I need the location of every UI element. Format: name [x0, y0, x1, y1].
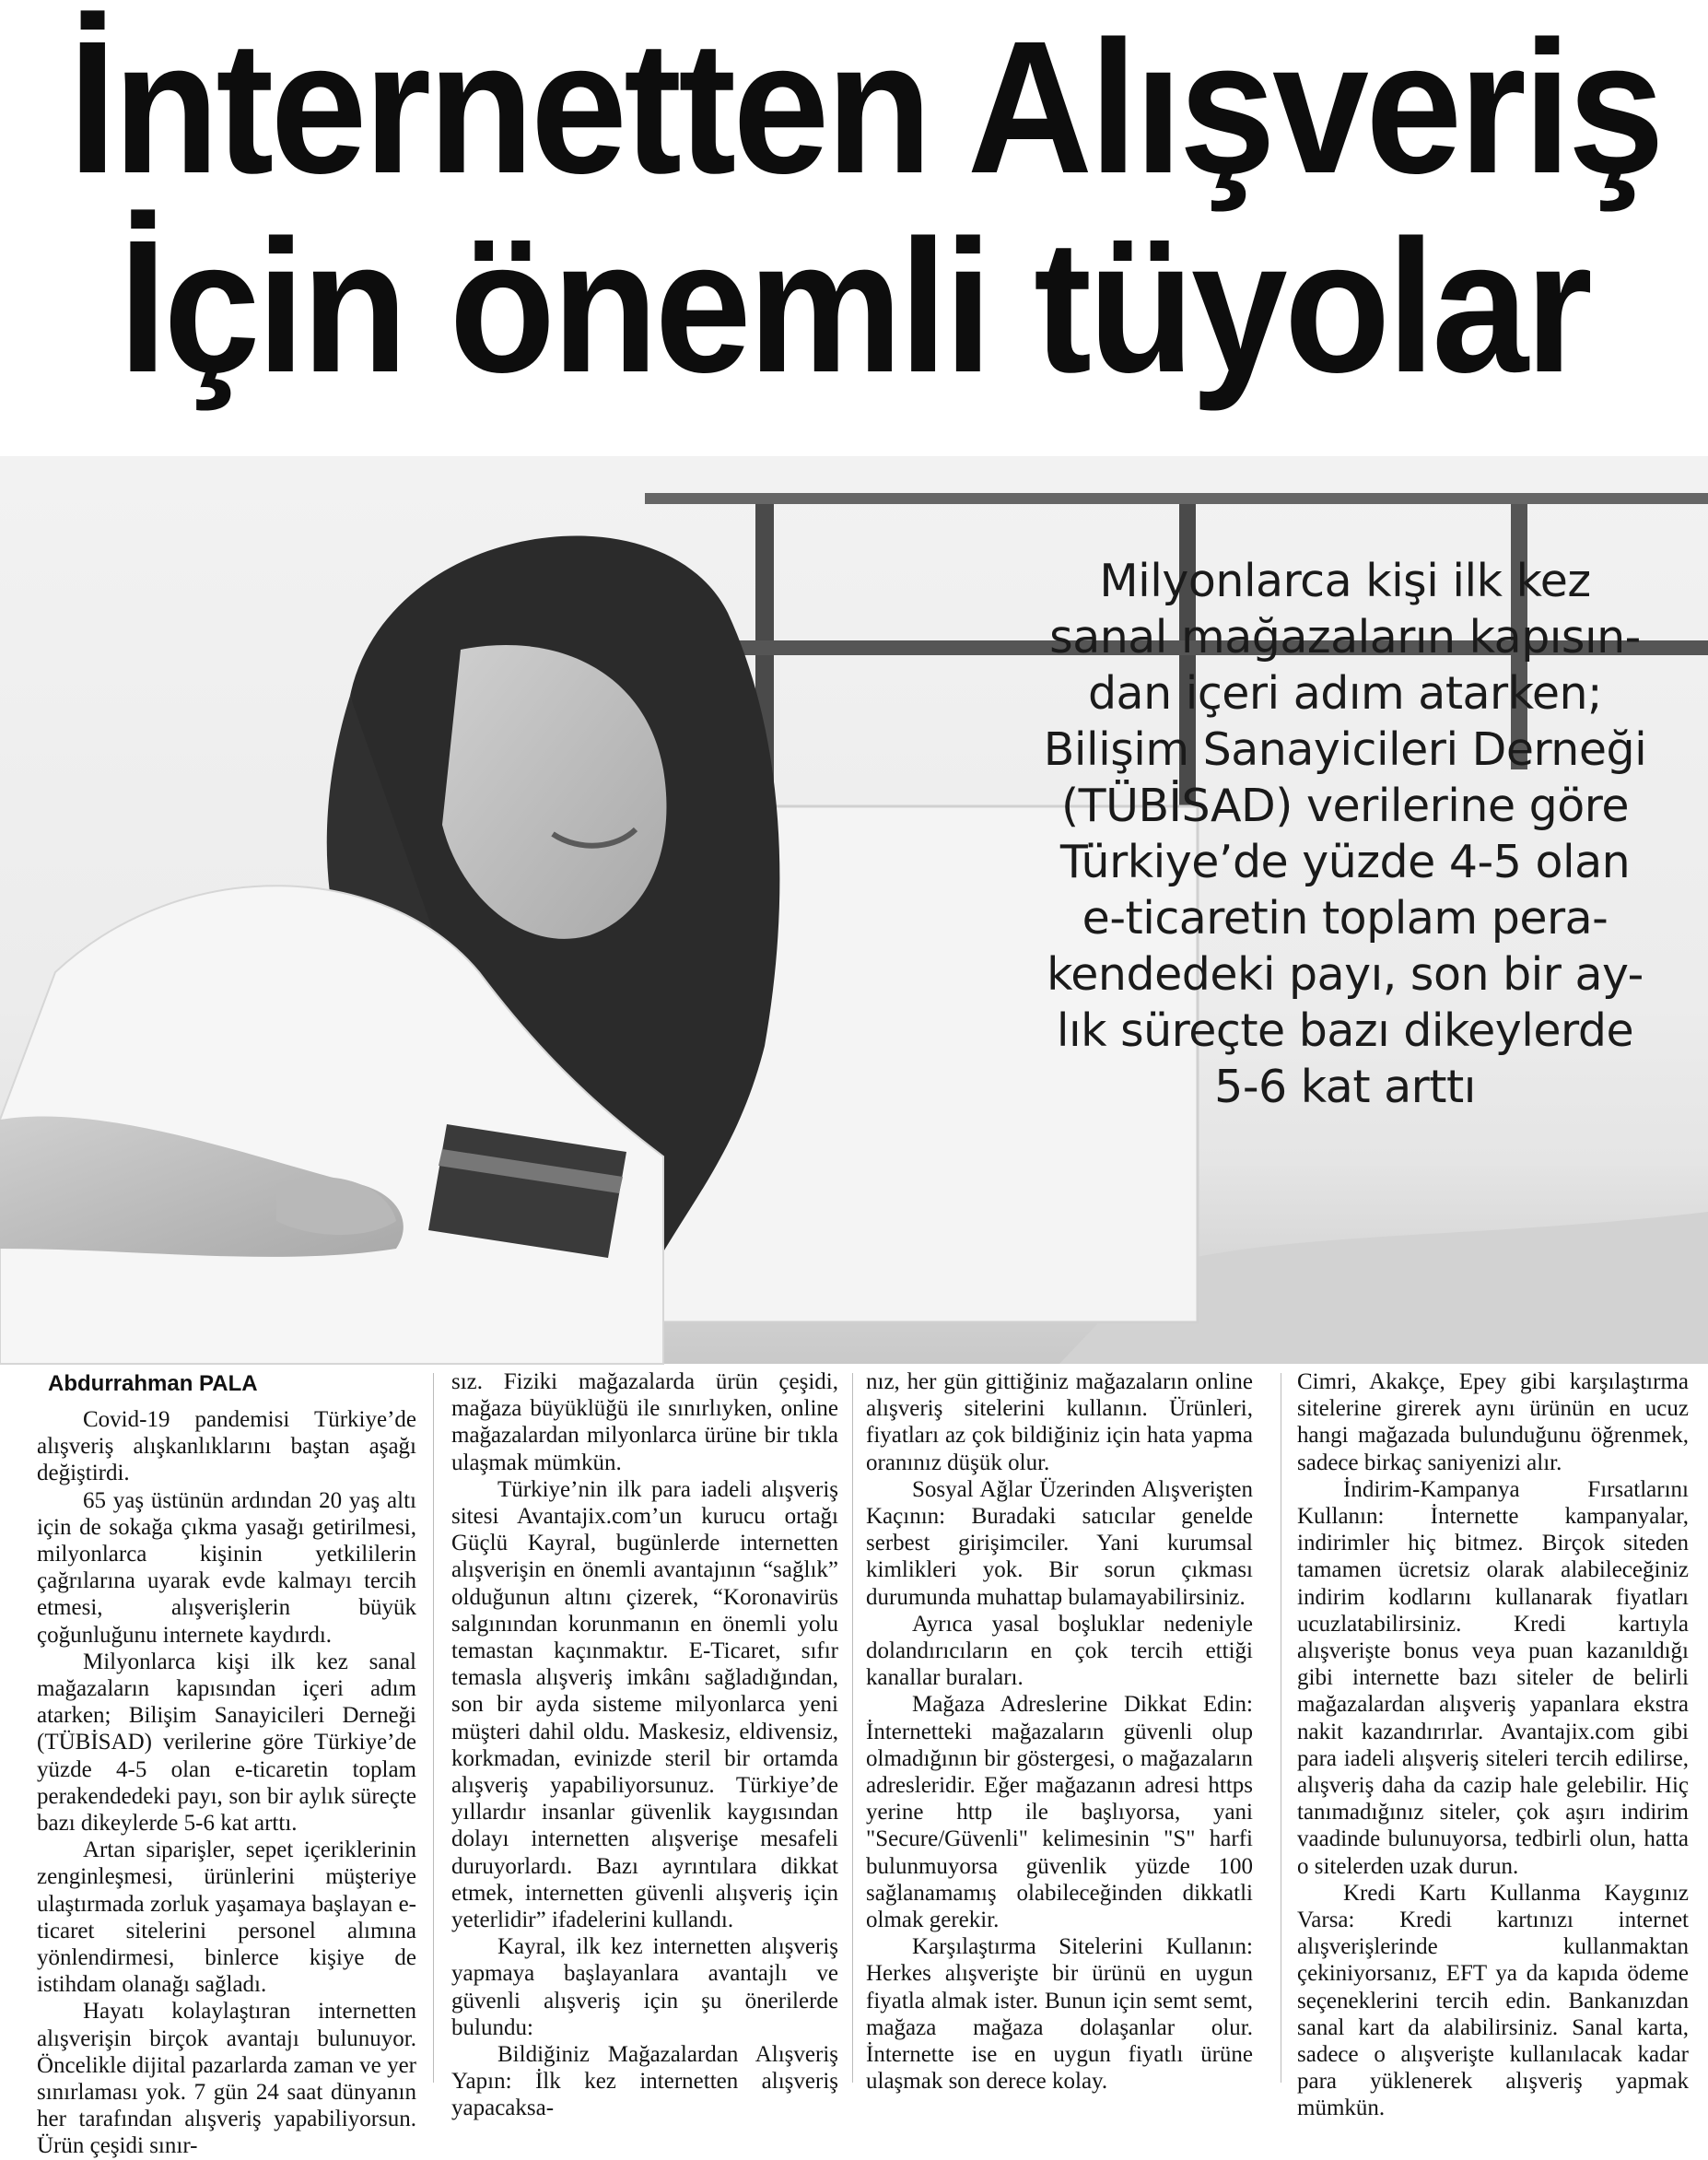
paragraph: Karşılaştırma Sitelerini Kullanın: Herkes alışverişte bir ürünü en uygun fiyatla almak ister. Bunun için semt semt, mağaza mağaza dolaşanlar olur. İnternette ise en uygun fiyatlı ürüne ulaşmak son derece kolay.	[866, 1934, 1253, 2095]
headline-line-1: İnternetten Alışveriş	[68, 2, 1662, 213]
column-divider	[433, 1373, 434, 2083]
paragraph: Cimri, Akakçe, Epey gibi karşılaştırma sitelerine girerek aynı ürünün en ucuz hangi mağazada bulunduğunu öğrenmek, sadece birkaç saniyenizi alır.	[1297, 1369, 1689, 1475]
paragraph: İndirim-Kampanya Fırsatlarını Kullanın: İnternette kampanyalar, indirimler hiç bitmez. Birçok siteden tamamen ücretsiz olarak alabileceğiniz indirim kodlarını kullanarak fiyatları ucuzlatabilirsiniz. Kredi kartıyla alışverişte bonus veya puan kazanıldığı gibi internette bazı siteler de belirli mağazalardan alışveriş yapanlara ekstra nakit kazandırırlar. Avantajix.com gibi para iadeli alışveriş siteleri tercih edilirse, alışveriş daha da cazip hale gelebilir. Hiç tanımadığınız siteler, çok aşırı indirim vaadinde bulunuyorsa, tedbirli olun, hatta o sitelerden uzak durun.	[1297, 1476, 1689, 1879]
deck-line: (TÜBİSAD) verilerine göre	[1061, 780, 1629, 832]
paragraph: Mağaza Adreslerine Dikkat Edin: İnternetteki mağazaların güvenli olup olmadığının bir göstergesi, o mağazaların adresleridir. Eğer mağazanın adresi https yerine http ile başlıyorsa, yani "Secure/Güvenli" kelimesinin "S" harfi bulunmuyorsa güvenlik yüzde 100 sağlanamamış olabileceğinden dikkatli olmak gerekir.	[866, 1692, 1253, 1933]
paragraph: Kayral, ilk kez internetten alışveriş yapmaya başlayanlara avantajlı ve güvenli alışveriş için şu önerilerde bulundu:	[451, 1934, 838, 2040]
deck-line: 5-6 kat arttı	[1214, 1061, 1476, 1113]
paragraph: 65 yaş üstünün ardından 20 yaş altı için de sokağa çıkma yasağı getirilmesi, milyonlarca kişinin yetkililerin çağrılarına uyarak evde kalmayı tercih etmesi, alışverişlerin büyük çoğunluğunu internete kaydırdı.	[37, 1487, 416, 1648]
article-deck	[1032, 553, 1658, 1115]
headline-line-2: İçin önemli tüyolar	[118, 201, 1590, 412]
paragraph: sız. Fiziki mağazalarda ürün çeşidi, mağaza büyüklüğü ile sınırlıyken, online mağazalardan milyonlarca ürüne bir tıkla ulaşmak mümkün.	[451, 1369, 838, 1475]
deck-line: sanal mağazaların kapısın-	[1049, 611, 1641, 663]
paragraph: Hayatı kolaylaştıran internetten alışverişin birçok avantajı bulunuyor. Öncelikle dijital pazarlarda zaman ve yer sınırlaması yok. 7 gün 24 saat dünyanın her tarafından alışveriş yapabiliyorsun. Ürün çeşidi sınır-	[37, 1999, 416, 2159]
article-column-1	[37, 1406, 416, 2160]
column-divider	[852, 1373, 853, 2083]
paragraph: Artan siparişler, sepet içeriklerinin zenginleşmesi, ürünlerini müşteriye ulaştırmada zorluk yaşamaya başlayan e-ticaret sitelerini personel alımına yönlendirmesi, binlerce kişiye de istihdam olanağı sağladı.	[37, 1837, 416, 1998]
article-column-4	[1297, 1368, 1689, 2122]
article-photo	[0, 456, 1708, 1364]
paragraph: Covid-19 pandemisi Türkiye’de alışveriş alışkanlıklarını baştan aşağı değiştirdi.	[37, 1407, 416, 1486]
paragraph: Ayrıca yasal boşluklar nedeniyle dolandırıcıların en çok tercih ettiği kanallar buraları.	[866, 1611, 1253, 1691]
deck-line: Milyonlarca kişi ilk kez	[1099, 555, 1591, 607]
article-column-2	[451, 1368, 838, 2122]
paragraph: Bildiğiniz Mağazalardan Alışveriş Yapın: İlk kez internetten alışveriş yapacaksa-	[451, 2042, 838, 2121]
author-byline: Abdurrahman PALA	[48, 1371, 258, 1396]
article-column-3	[866, 1368, 1253, 2095]
deck-line: kendedeki payı, son bir ay-	[1047, 948, 1644, 1001]
paragraph: Türkiye’nin ilk para iadeli alışveriş sitesi Avantajix.com’un kurucu ortağı Güçlü Kayral, bugünlerde internetten alışverişin en önemli avantajının “sağlık” olduğunun altını çizerek, “Koronavirüs salgınından korunmanın en önemli yolu temastan kaçınmaktır. E-Ticaret, sıfır temasla alışveriş imkânı sağladığından, son bir ayda sisteme milyonlarca yeni müşteri dahil oldu. Maskesiz, eldivensiz, korkmadan, evinizde steril bir ortamda alışveriş yapabiliyorsunuz. Türkiye’de yıllardır insanlar güvenlik kaygısından dolayı internetten alışverişe mesafeli duruyorlardı. Bazı ayrıntılara dikkat etmek, internetten güvenli alışveriş için yeterlidir” ifadelerini kullandı.	[451, 1476, 838, 1933]
deck-line: dan içeri adım atarken;	[1087, 667, 1603, 720]
deck-line: Türkiye’de yüzde 4-5 olan	[1059, 836, 1631, 888]
paragraph: nız, her gün gittiğiniz mağazaların online alışveriş sitelerini kullanın. Ürünleri, fiyatları az çok bildiğiniz için hata yapma oranınız düşük olur.	[866, 1369, 1253, 1475]
paragraph: Milyonlarca kişi ilk kez sanal mağazaların kapısından içeri adım atarken; Bilişim Sanayicileri Derneği (TÜBİSAD) verilerine göre Türkiye’de yüzde 4-5 olan e-ticaretin toplam perakendedeki payı, son bir aylık süreçte bazı dikeylerde 5-6 kat arttı.	[37, 1649, 416, 1837]
paragraph: Kredi Kartı Kullanma Kaygınız Varsa: Kredi kartınızı internet alışverişlerinde kullanmaktan çekiniyorsanız, EFT ya da kapıda ödeme seçeneklerini tercih edin. Bankanızdan sanal kart da alabilirsiniz. Sanal karta, sadece o alışverişte kullanılacak kadar para yüklenerek alışveriş yapmak mümkün.	[1297, 1880, 1689, 2121]
deck-line: Bilişim Sanayicileri Derneği	[1043, 723, 1647, 776]
deck-line: lık süreçte bazı dikeylerde	[1056, 1004, 1634, 1057]
deck-line: e-ticaretin toplam pera-	[1082, 892, 1609, 945]
paragraph: Sosyal Ağlar Üzerinden Alışverişten Kaçının: Buradaki satıcılar genelde serbest girişimciler. Yani kurumsal kimlikleri yok. Bir sorun çıkması durumunda muhattap bulamayabilirsiniz.	[866, 1476, 1253, 1610]
